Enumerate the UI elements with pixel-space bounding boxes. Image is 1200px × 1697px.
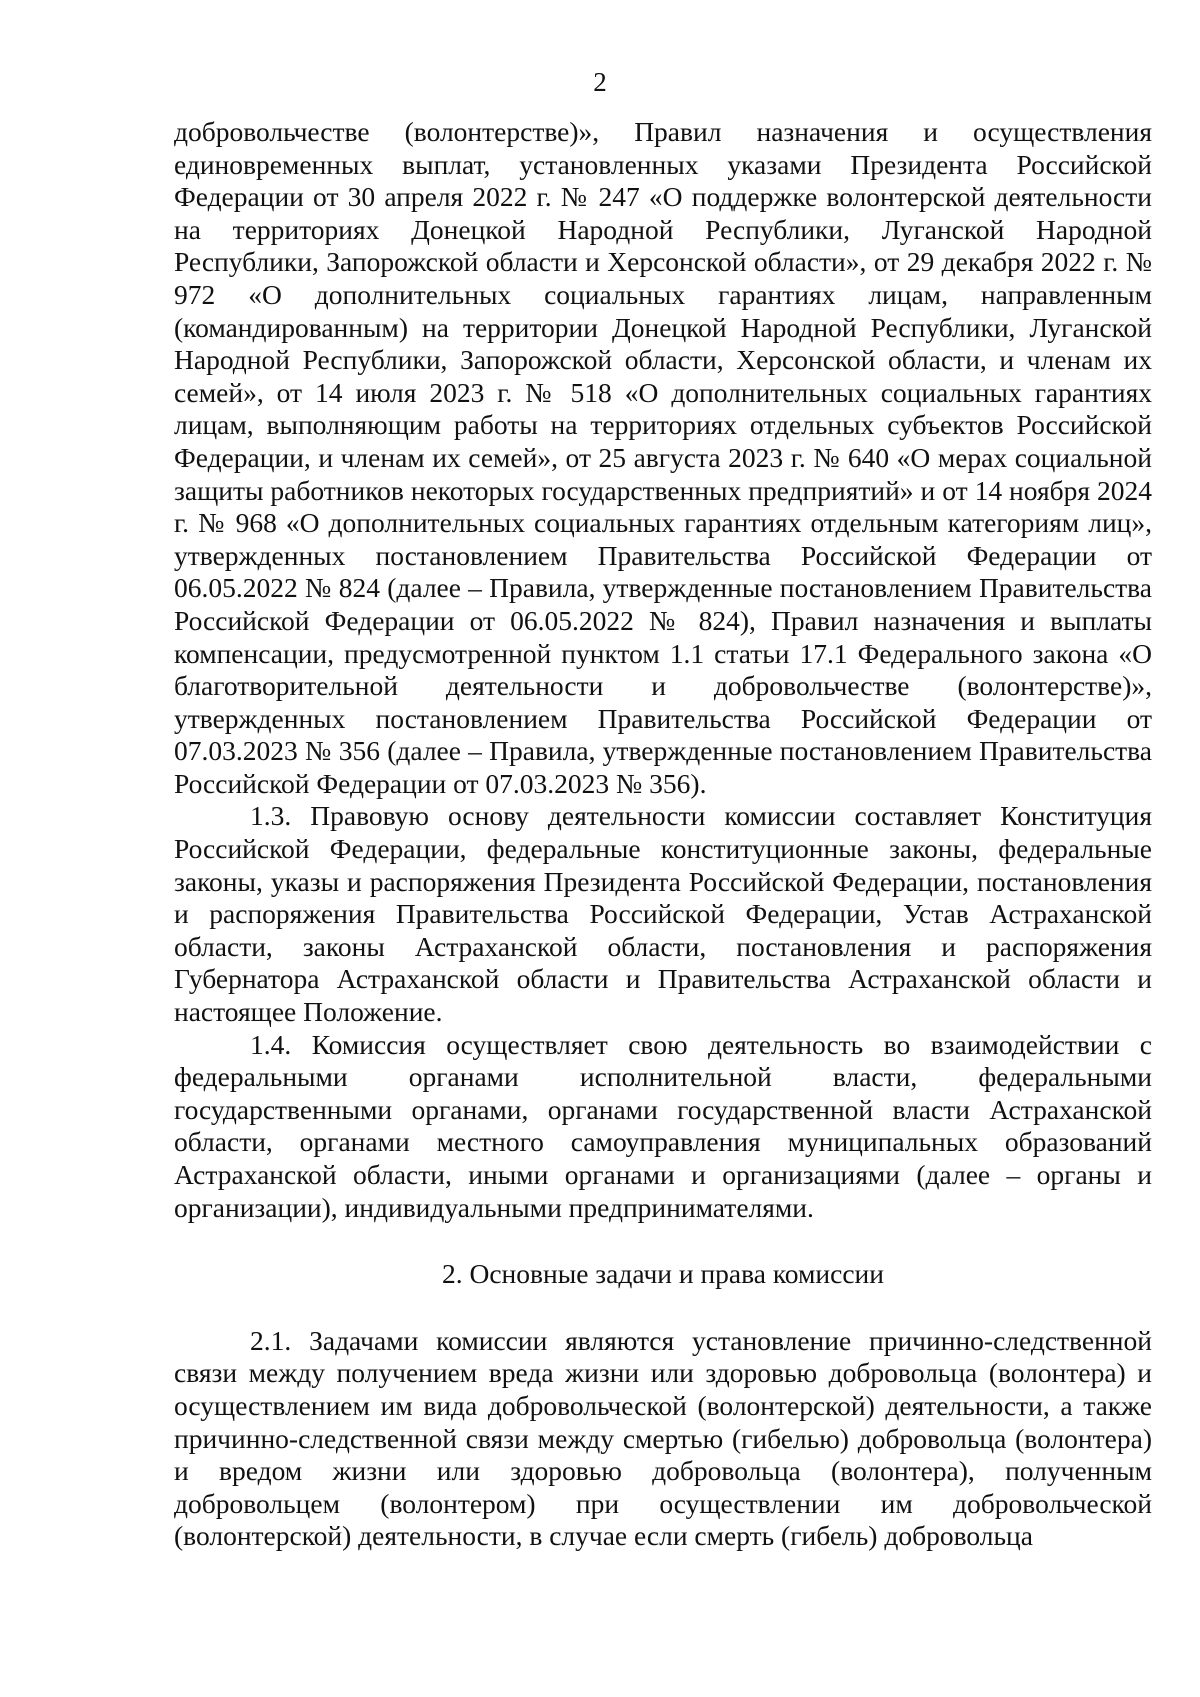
paragraph-1-4: 1.4. Комиссия осуществляет свою деятельность во взаимодействии с федеральными органами исполнительной власти, федеральными государственными органами, органами государственной власти Астраханской области, органами местного самоуправления муниципальных образований Астраханской области, иными органами и организациями (далее – органы и организации), индивидуальными предпринимателями. bbox=[174, 1028, 1152, 1223]
paragraph-2-1: 2.1. Задачами комиссии являются установление причинно-следственной связи между получением вреда жизни или здоровью добровольца (волонтера) и осуществлением им вида добровольческой (волонтерской) деятельности, а также причинно-следственной связи между смертью (гибелью) добровольца (волонтера) и вредом жизни или здоровью добровольца (волонтера), полученным добровольцем (волонтером) при осуществлении им добровольческой (волонтерской) деятельности, в случае если смерть (гибель) добровольца bbox=[174, 1324, 1152, 1552]
section-heading: 2. Основные задачи и права комиссии bbox=[441, 1258, 884, 1290]
paragraph-1-3: 1.3. Правовую основу деятельности комиссии составляет Конституция Российской Федерации, федеральные конституционные законы, федеральные законы, указы и распоряжения Президента Российской Федерации, постановления и распоряжения Правительства Российской Федерации, Устав Астраханской области, законы Астраханской области, постановления и распоряжения Губернатора Астраханской области и Правительства Астраханской области и настоящее Положение. bbox=[174, 800, 1152, 1028]
page-number: 2 bbox=[593, 67, 607, 97]
document-body bbox=[174, 116, 1152, 1553]
continuation-paragraph: добровольчестве (волонтерстве)», Правил назначения и осуществления единовременных выплат, установленных указами Президента Российской Федерации от 30 апреля 2022 г. № 247 «О поддержке волонтерской деятельности на территориях Донецкой Народной Республики, Луганской Народной Республики, Запорожской области и Херсонской области», от 29 декабря 2022 г. № 972 «О дополнительных социальных гарантиях лицам, направленным (командированным) на территории Донецкой Народной Республики, Луганской Народной Республики, Запорожской области, Херсонской области, и членам их семей», от 14 июля 2023 г. № 518 «О дополнительных социальных гарантиях лицам, выполняющим работы на территориях отдельных субъектов Российской Федерации, и членам их семей», от 25 августа 2023 г. № 640 «О мерах социальной защиты работников некоторых государственных предприятий» и от 14 ноября 2024 г. № 968 «О дополнительных социальных гарантиях отдельным категориям лиц», утвержденных постановлением Правительства Российской Федерации от 06.05.2022 № 824 (далее – Правила, утвержденные постановлением Правительства Российской Федерации от 06.05.2022 № 824), Правил назначения и выплаты компенсации, предусмотренной пунктом 1.1 статьи 17.1 Федерального закона «О благотворительной деятельности и добровольчестве (волонтерстве)», утвержденных постановлением Правительства Российской Федерации от 07.03.2023 № 356 (далее – Правила, утвержденные постановлением Правительства Российской Федерации от 07.03.2023 № 356). bbox=[174, 116, 1152, 799]
